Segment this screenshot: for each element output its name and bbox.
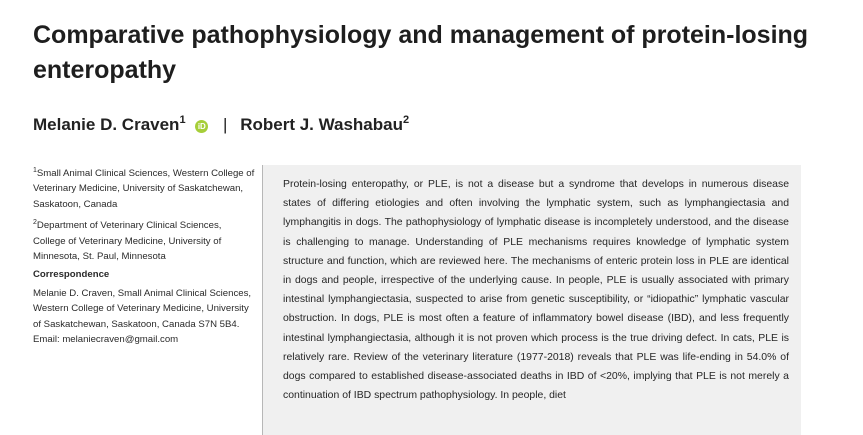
correspondence-address: Melanie D. Craven, Small Animal Clinical Sciences, Western College of Veterinary Medicine, University of Saskatchewan, Saskatoon, Canada S7N 5B4.	[33, 287, 252, 330]
affiliation-text: Small Animal Clinical Sciences, Western College of Veterinary Medicine, University of Saskatchewan, Saskatoon, Canada	[33, 168, 255, 210]
author-name: Robert J. Washabau	[240, 115, 403, 134]
affiliation	[33, 163, 255, 212]
abstract-text: Protein-losing enteropathy, or PLE, is not a disease but a syndrome that develops in numerous disease states of differing etiologies and often involving the lymphatic system, such as lymphangiectasia and lymphangitis in dogs. The pathophysiology of lymphatic disease is incompletely understood, and the disease is challenging to manage. Understanding of PLE mechanisms requires knowledge of lymphatic system structure and function, which are reviewed here. The mechanisms of enteric protein loss in PLE are identical in dogs and people, irrespective of the underlying cause. In people, PLE is usually associated with primary intestinal lymphangiectasia, suspected to arise from genetic susceptibility, or “idiopathic” lymphatic vascular obstruction. In dogs, PLE is most often a feature of inflammatory bowel disease (IBD), and less frequently intestinal lymphangiectasia, although it is not proven which process is the true driving defect. In cats, PLE is relatively rare. Review of the veterinary literature (1977-2018) reveals that PLE was life-ending in 54.0% of dogs compared to established disease-associated deaths in IBD of <20%, implying that PLE is not merely a continuation of IBD spectrum pathophysiology. In people, diet	[283, 179, 789, 402]
affiliation-number: 2	[33, 219, 37, 227]
affiliations-sidebar	[33, 163, 255, 347]
affiliation	[33, 215, 255, 264]
correspondence-email[interactable]: Email: melaniecraven@gmail.com	[33, 334, 179, 346]
orcid-icon[interactable]: iD	[195, 120, 208, 133]
paper-title: Comparative pathophysiology and management of protein-losing enteropathy	[33, 21, 809, 84]
correspondence-heading: Correspondence	[33, 269, 110, 281]
author-line	[33, 114, 409, 135]
affiliation-marker: 1	[179, 114, 186, 126]
author-name: Melanie D. Craven	[33, 115, 180, 134]
author-separator: |	[223, 115, 228, 134]
affiliation-number: 1	[33, 167, 37, 174]
abstract-box	[262, 165, 801, 435]
affiliation-marker: 2	[403, 114, 410, 126]
affiliation-text: Department of Veterinary Clinical Sciences, College of Veterinary Medicine, University of Minnesota, St. Paul, Minnesota	[33, 220, 222, 263]
